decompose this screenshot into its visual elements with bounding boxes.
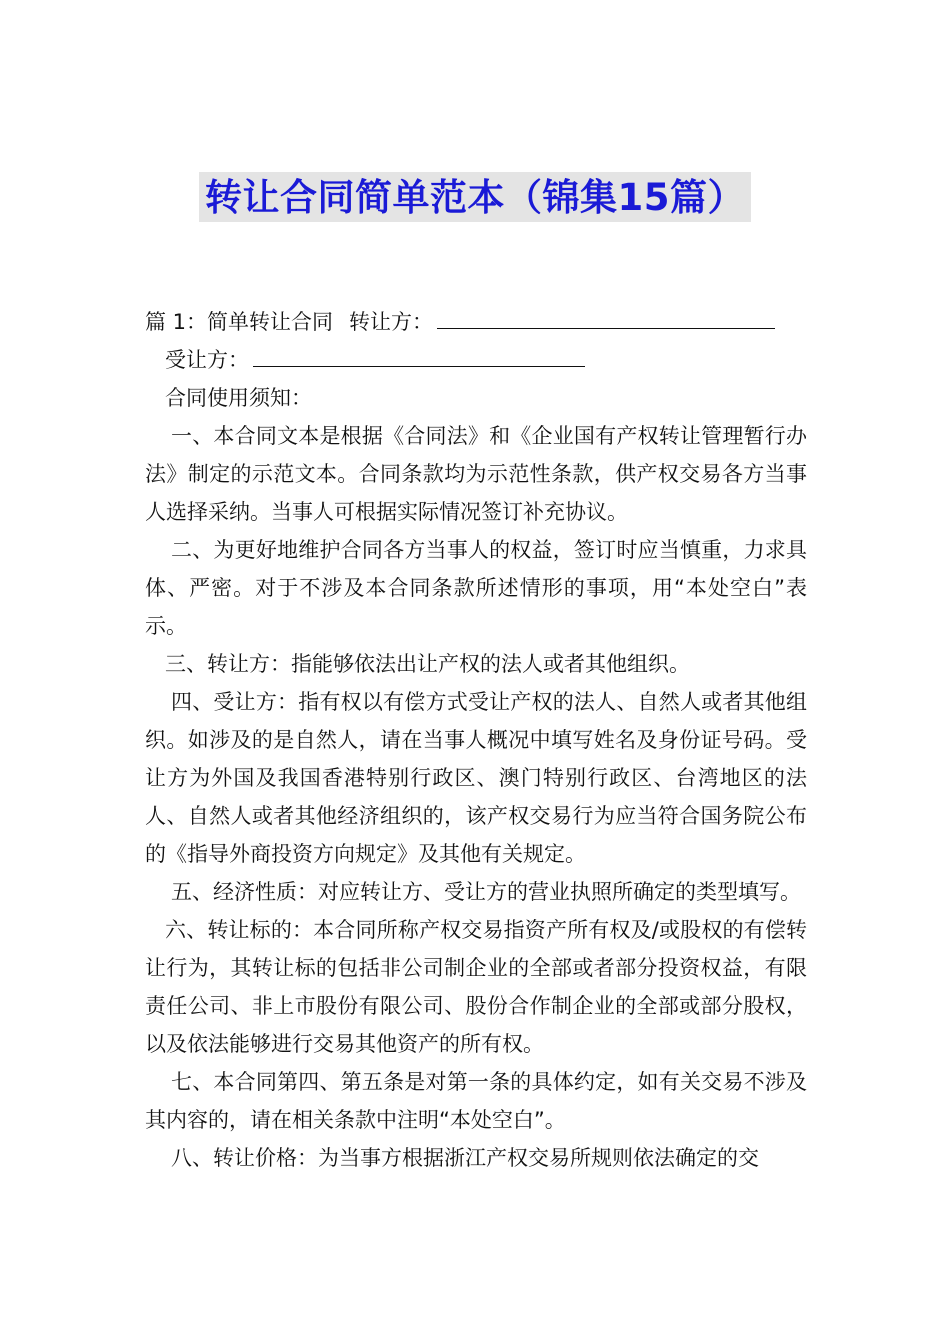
transferee-line	[145, 341, 807, 379]
transferor-label: 转让方：	[349, 310, 434, 334]
transferee-blank-line	[253, 342, 585, 367]
notice-paragraph-7: 七、本合同第四、第五条是对第一条的具体约定，如有关交易不涉及其内容的，请在相关条款中注明“本处空白”。	[145, 1070, 807, 1132]
document-title: 转让合同简单范本（锦集15篇）	[199, 172, 751, 222]
title-container	[0, 172, 950, 222]
notice-heading: 合同使用须知：	[165, 386, 312, 410]
notice-paragraph-3: 三、转让方：指能够依法出让产权的法人或者其他组织。	[165, 652, 690, 676]
notice-paragraph-8: 八、转让价格：为当事方根据浙江产权交易所规则依法确定的交	[171, 1146, 759, 1170]
notice-paragraph-5: 五、经济性质：对应转让方、受让方的营业执照所确定的类型填写。	[171, 880, 801, 904]
header-line	[145, 303, 807, 341]
document-body	[145, 303, 807, 1177]
transferor-blank-line	[437, 304, 775, 329]
section-label: 篇 1：简单转让合同	[145, 310, 334, 334]
notice-paragraph-6: 六、转让标的：本合同所称产权交易指资产所有权及/或股权的有偿转让行为，其转让标的包括非公司制企业的全部或者部分投资权益，有限责任公司、非上市股份有限公司、股份合作制企业的全部或部分股权，以及依法能够进行交易其他资产的所有权。	[145, 918, 807, 1056]
notice-paragraph-1: 一、本合同文本是根据《合同法》和《企业国有产权转让管理暂行办法》制定的示范文本。合同条款均为示范性条款，供产权交易各方当事人选择采纳。当事人可根据实际情况签订补充协议。	[145, 424, 807, 524]
notice-paragraph-4: 四、受让方：指有权以有偿方式受让产权的法人、自然人或者其他组织。如涉及的是自然人，请在当事人概况中填写姓名及身份证号码。受让方为外国及我国香港特别行政区、澳门特别行政区、台湾地区的法人、自然人或者其他经济组织的，该产权交易行为应当符合国务院公布的《指导外商投资方向规定》及其他有关规定。	[145, 690, 807, 866]
notice-paragraph-2: 二、为更好地维护合同各方当事人的权益，签订时应当慎重，力求具体、严密。对于不涉及本合同条款所述情形的事项，用“本处空白”表示。	[145, 538, 807, 638]
transferee-label: 受让方：	[165, 348, 249, 372]
